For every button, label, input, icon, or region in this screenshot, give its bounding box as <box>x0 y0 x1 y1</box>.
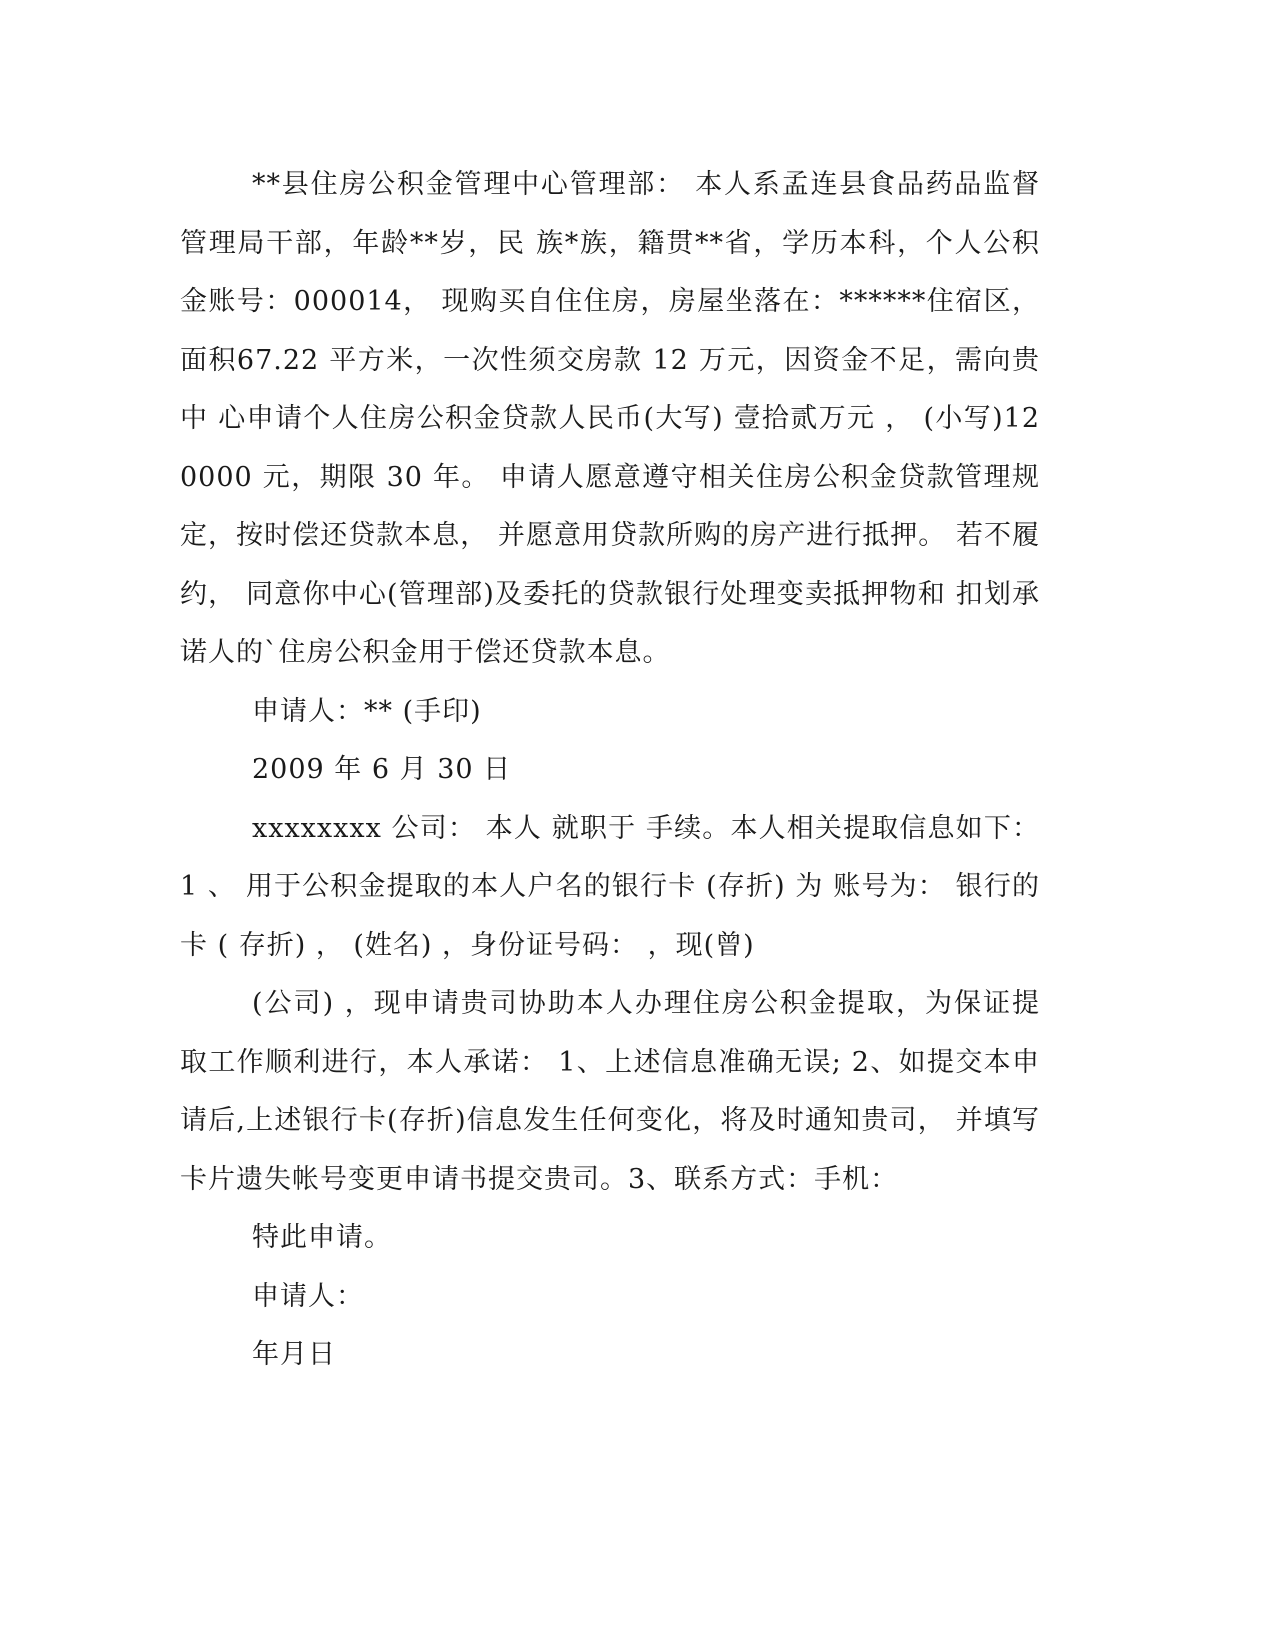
applicant-label: 申请人： <box>252 1280 364 1312</box>
date-placeholder: 年月日 <box>252 1339 336 1370</box>
application-date: 2009 年 6 月 30 日 <box>252 754 512 785</box>
withdrawal-info-paragraph: xxxxxxxx 公司： 本人 就职于 手续。本人相关提取信息如下： 1 、 用于公积金提取的本人户名的银行卡 (存折) 为 账号为： 银行的卡 ( 存折) ， (姓名) ，身份证号码： ，现(曾) <box>180 812 1040 961</box>
closing-remark: 特此申请。 <box>252 1222 392 1253</box>
document-body <box>180 156 1040 1385</box>
withdrawal-commitment-paragraph: (公司) ，现申请贵司协助本人办理住房公积金提取，为保证提取工作顺利进行，本人承诺： 1、上述信息准确无误; 2、如提交本申请后,上述银行卡(存折)信息发生任何变化，将及时通知贵司， 并填写卡片遗失帐号变更申请书提交贵司。3、联系方式：手机： <box>180 988 1040 1195</box>
applicant-signature-line: 申请人：** (手印) <box>252 695 482 727</box>
loan-application-paragraph: **县住房公积金管理中心管理部： 本人系孟连县食品药品监督管理局干部，年龄**岁，民 族*族，籍贯**省，学历本科，个人公积金账号：000014， 现购买自住住房，房屋坐落在：******住宿区，面积67.22 平方米，一次性须交房款 12 万元，因资金不足，需向贵中 心申请个人住房公积金贷款人民币(大写) 壹拾贰万元 ， (小写)120000 元，期限 30 年。 申请人愿意遵守相关住房公积金贷款管理规定，按时偿还贷款本息， 并愿意用贷款所购的房产进行抵押。 若不履约， 同意你中心(管理部)及委托的贷款银行处理变卖抵押物和 扣划承诺人的`住房公积金用于偿还贷款本息。 <box>180 169 1040 668</box>
